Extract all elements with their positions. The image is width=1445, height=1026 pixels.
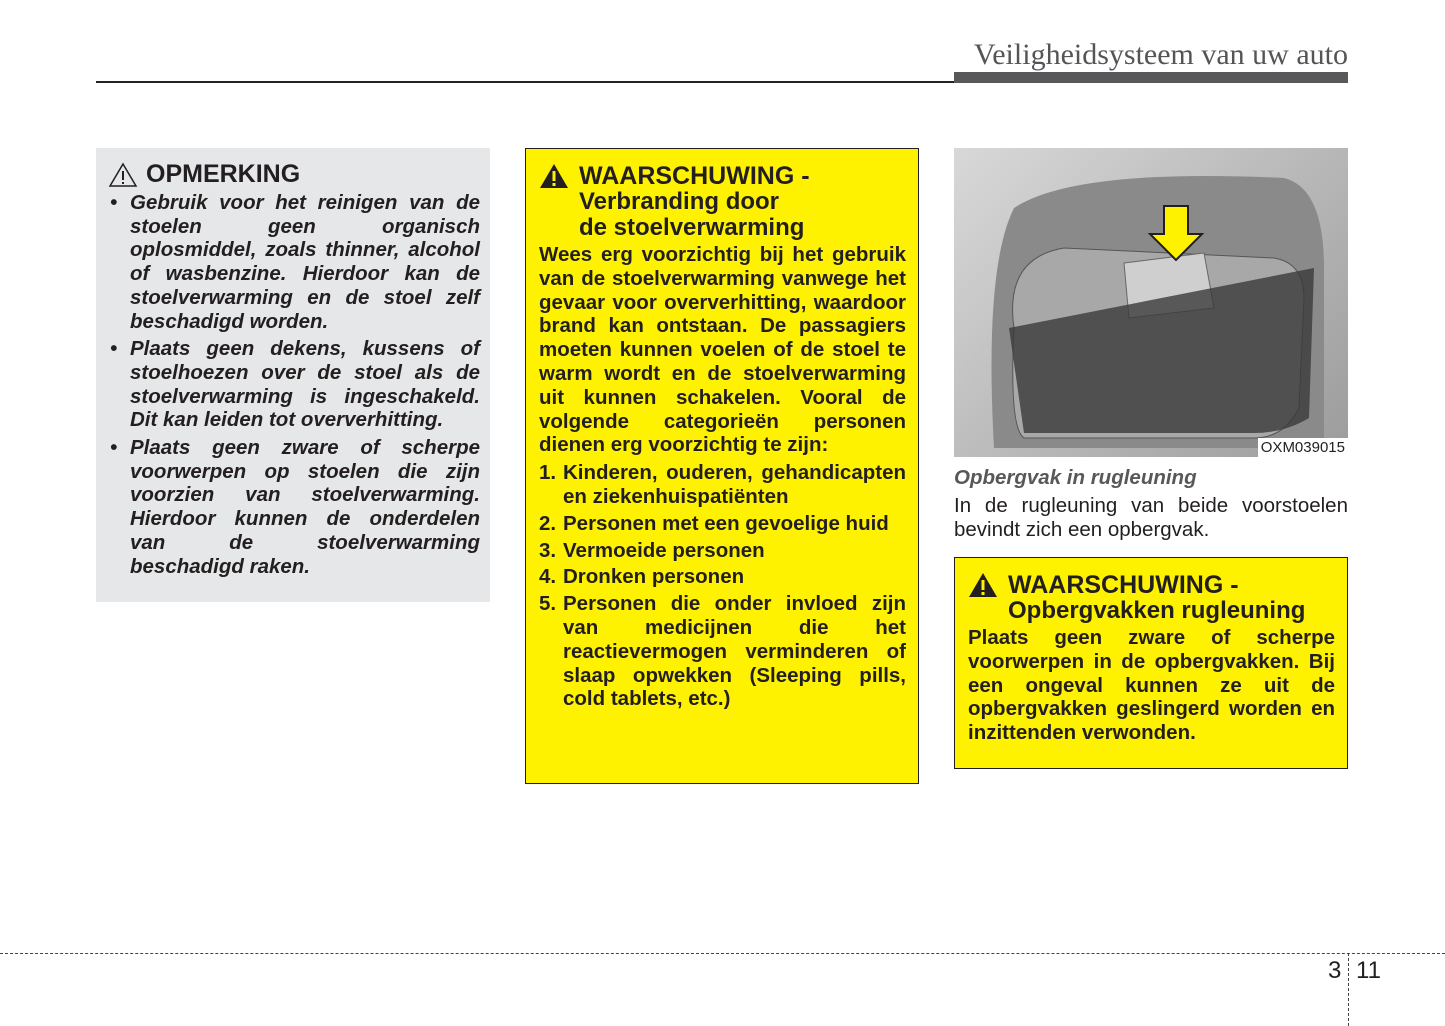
header-rule xyxy=(96,81,956,83)
chapter-number: 3 xyxy=(1328,957,1342,984)
warning-subtitle: Verbranding door de stoelverwarming xyxy=(579,188,805,241)
warning-subtitle: Opbergvakken rugleuning xyxy=(1008,597,1306,624)
list-item: 5. Personen die onder invloed zijn van medicijnen die het reactievermogen verminderen of slaap opwekken (Sleeping pills, cold tablets, etc.) xyxy=(539,592,906,711)
header-bar xyxy=(954,72,1348,83)
note-box xyxy=(96,148,490,602)
caption-title: Opbergvak in rugleuning xyxy=(954,466,1197,489)
list-item: 3. Vermoeide personen xyxy=(539,538,765,562)
warning-icon xyxy=(539,163,569,189)
section-title: Veiligheidsysteem van uw auto xyxy=(973,38,1348,71)
note-title: OPMERKING xyxy=(146,160,301,188)
footer-rule xyxy=(0,953,1445,954)
seatback-pocket-photo xyxy=(954,148,1348,457)
warning-body: Wees erg voorzichtig bij het gebruik van de stoelverwarming vanwege het gevaar voor oververhitting, waardoor brand kan ontstaan. De passagiers moeten kunnen voelen of de stoel te warm wordt en de stoelverwarming uit kunnen schakelen. Vooral de volgende categorieën personen dienen erg voorzichtig te zijn: xyxy=(539,243,906,457)
warning-title: WAARSCHUWING - xyxy=(1008,571,1239,599)
list-item: 4. Dronken personen xyxy=(539,565,745,589)
note-item: • Gebruik voor het reinigen van de stoelen geen organisch oplosmiddel, zoals thinner, alcohol of wasbenzine. Hierdoor kan de stoelverwarming en de stoel zelf beschadigd worden. xyxy=(108,191,480,333)
warning-title: WAARSCHUWING - xyxy=(579,162,810,190)
warning-icon xyxy=(968,572,998,598)
caption-text: In de rugleuning van beide voorstoelen bevindt zich een opbergvak. xyxy=(954,494,1348,541)
page-number: 11 xyxy=(1356,957,1381,984)
warning-body: Plaats geen zware of scherpe voorwerpen in de opbergvakken. Bij een ongeval kunnen ze uit de opbergvakken geslingerd worden en inzittenden verwonden. xyxy=(968,626,1335,745)
warning-box-storage xyxy=(954,557,1348,769)
warning-box-seat-heating xyxy=(525,148,919,784)
figure-code: OXM039015 xyxy=(1258,438,1348,457)
caution-icon xyxy=(108,162,138,188)
figure-caption xyxy=(954,466,1348,542)
note-item: • Plaats geen zware of scherpe voorwerpen op stoelen die zijn voorzien van stoelverwarming. Hierdoor kunnen de onderdelen van de stoelverwarming beschadigd raken. xyxy=(108,436,480,578)
list-item: 1. Kinderen, ouderen, gehandicapten en ziekenhuispatiënten xyxy=(539,461,906,508)
list-item: 2. Personen met een gevoelige huid xyxy=(539,511,889,535)
note-item: • Plaats geen dekens, kussens of stoelhoezen over de stoel als de stoelverwarming is ingeschakeld. Dit kan leiden tot oververhitting. xyxy=(108,337,480,432)
page-divider xyxy=(1348,953,1349,1026)
